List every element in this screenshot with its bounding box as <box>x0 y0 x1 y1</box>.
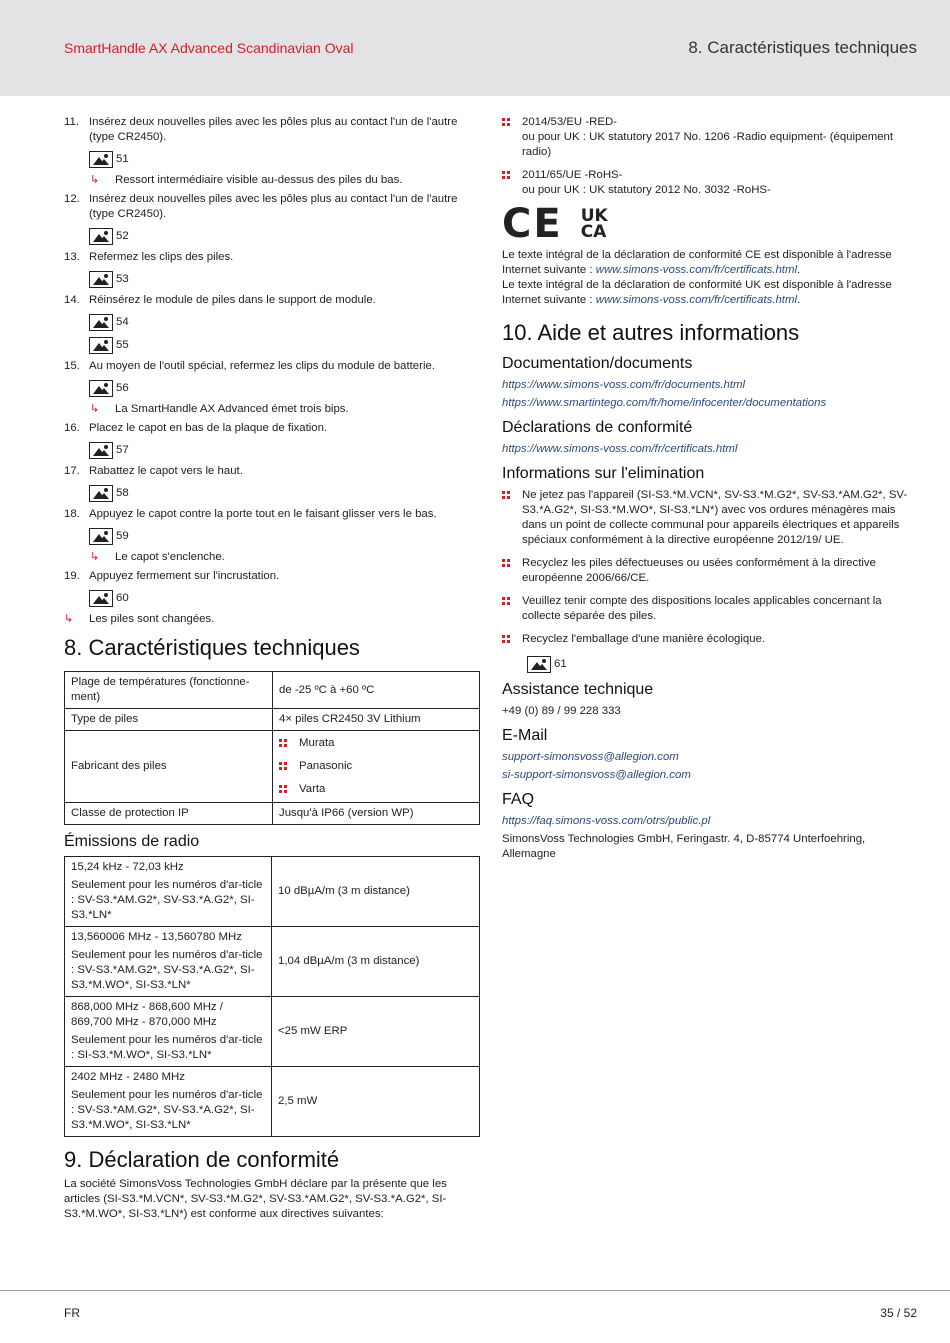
radio-title: Émissions de radio <box>64 833 200 850</box>
certification-marks <box>502 201 920 247</box>
decl-link[interactable]: https://www.simons-voss.com/fr/certificats.html <box>502 443 738 455</box>
result-arrow-icon: ↳ <box>90 551 100 563</box>
elim-title: Informations sur l'elimination <box>502 465 705 482</box>
tech-value: Jusqu'à IP66 (version WP) <box>273 803 480 825</box>
step-number: 16. <box>64 422 80 434</box>
tech-row <box>65 731 480 803</box>
uk-link[interactable]: www.simons-voss.com/fr/certificats.html <box>595 294 797 306</box>
bullet-icon <box>502 171 510 179</box>
radio-value: 2,5 mW <box>272 1067 480 1137</box>
tech-value: 4× piles CR2450 3V Lithium <box>273 709 480 731</box>
step-item <box>64 569 480 584</box>
step-number: 12. <box>64 193 80 205</box>
steps-list <box>64 115 480 607</box>
email-link-2[interactable]: si-support-simonsvoss@allegion.com <box>502 769 691 781</box>
image-icon <box>89 337 113 354</box>
step-result: ↳ Le capot s'enclenche. <box>90 551 225 563</box>
radio-note: Seulement pour les numéros d'ar-ticle : SV-S3.*AM.G2*, SV-S3.*A.G2*, SI-S3.*M.WO*, SI-S3.*LN* <box>71 949 263 991</box>
image-icon <box>89 442 113 459</box>
ce-link[interactable]: www.simons-voss.com/fr/certificats.html <box>595 264 797 276</box>
step-text: Rabattez le capot vers le haut. <box>89 465 243 477</box>
image-icon <box>89 314 113 331</box>
tech-table <box>64 671 480 825</box>
step-item <box>64 192 480 222</box>
result-arrow-icon: ↳ <box>90 403 100 415</box>
radio-freq-cell <box>65 997 272 1067</box>
radio-freq-cell <box>65 927 272 997</box>
product-title: SmartHandle AX Advanced Scandinavian Oval <box>64 40 354 56</box>
step-number: 17. <box>64 465 80 477</box>
tech-title: 8. Caractéristiques techniques <box>64 635 360 660</box>
conformity-title: 9. Déclaration de conformité <box>64 1147 340 1172</box>
image-icon <box>527 656 551 673</box>
step-item <box>64 507 480 522</box>
figure-ref: 55 <box>89 336 480 354</box>
section-title: 8. Caractéristiques techniques <box>688 38 917 57</box>
ce-mark-icon: CE <box>502 201 563 247</box>
figure-ref: 54 <box>89 313 480 331</box>
figure-ref: 59 <box>89 527 480 545</box>
directive-list <box>502 115 920 198</box>
support-title: Assistance technique <box>502 681 654 698</box>
final-result: ↳ Les piles sont changées. <box>64 613 215 625</box>
tech-row <box>65 709 480 731</box>
radio-value: 10 dBµA/m (3 m distance) <box>272 857 480 927</box>
step-text: Appuyez fermement sur l'incrustation. <box>89 570 280 582</box>
step-text: Insérez deux nouvelles piles avec les pôles plus au contact l'un de l'autre (type CR2450). <box>89 193 458 220</box>
radio-freq-cell <box>65 1067 272 1137</box>
image-icon <box>89 485 113 502</box>
step-item <box>64 359 480 374</box>
figure-ref: 56 <box>89 379 480 397</box>
step-item <box>64 115 480 145</box>
radio-row <box>65 857 480 927</box>
tech-value <box>273 731 480 803</box>
step-text: Insérez deux nouvelles piles avec les pôles plus au contact l'un de l'autre (type CR2450). <box>89 116 458 143</box>
radio-note: Seulement pour les numéros d'ar-ticle : SV-S3.*AM.G2*, SV-S3.*A.G2*, SI-S3.*LN* <box>71 879 263 921</box>
step-result: ↳ Ressort intermédiaire visible au-dessus des piles du bas. <box>90 174 403 186</box>
help-title: 10. Aide et autres informations <box>502 320 800 345</box>
radio-row <box>65 997 480 1067</box>
tech-value: de -25 ºC à +60 ºC <box>273 672 480 709</box>
email-link-1[interactable]: support-simonsvoss@allegion.com <box>502 751 679 763</box>
decl-title: Déclarations de conformité <box>502 419 693 436</box>
step-number: 14. <box>64 294 80 306</box>
radio-freq-cell <box>65 857 272 927</box>
list-item: Panasonic <box>279 759 473 774</box>
address: SimonsVoss Technologies GmbH, Feringastr. 4, D-85774 Unterfoehring, Allemagne <box>502 833 866 860</box>
support-phone: +49 (0) 89 / 99 228 333 <box>502 705 621 717</box>
image-icon <box>89 590 113 607</box>
elimination-item: Ne jetez pas l'appareil (SI-S3.*M.VCN*, SV-S3.*M.G2*, SV-S3.*AM.G2*, SV-S3.*A.G2*, SI-S3.*M.WO*, SI-S3.*LN*) avec vos ordures ménagères mais dans un point de collecte communal pour appareils électriques et appareils spéciaux conformément à la directive européenne 2012/19/ UE. <box>502 488 920 548</box>
result-arrow-icon: ↳ <box>90 174 100 186</box>
ukca-mark-icon: UK CA <box>580 206 608 242</box>
directive-item: 2011/65/UE -RoHS- ou pour UK : UK statutory 2012 No. 3032 -RoHS- <box>502 168 920 198</box>
radio-freq: 13,560006 MHz - 13,560780 MHz <box>71 931 242 943</box>
radio-freq: 2402 MHz - 2480 MHz <box>71 1071 185 1083</box>
figure-ref: 57 <box>89 441 480 459</box>
page-number: 35 / 52 <box>880 1306 917 1320</box>
elimination-item: Recyclez l'emballage d'une manière écologique. <box>502 632 920 647</box>
bullet-icon <box>502 597 510 605</box>
figure-ref: 53 <box>89 270 480 288</box>
radio-value: <25 mW ERP <box>272 997 480 1067</box>
email-title: E-Mail <box>502 727 548 744</box>
page-header <box>0 0 950 96</box>
step-item <box>64 464 480 479</box>
image-icon <box>89 380 113 397</box>
radio-note: Seulement pour les numéros d'ar-ticle : SI-S3.*M.WO*, SI-S3.*LN* <box>71 1034 263 1061</box>
uk-text: Le texte intégral de la déclaration de conformité UK est disponible à l'adresse Internet suivante : www.simons-voss.com/fr/certificats.html. <box>502 279 892 306</box>
conformity-text: La société SimonsVoss Technologies GmbH déclare par la présente que les articles (SI-S3.*M.VCN*, SV-S3.*M.G2*, SV-S3.*AM.G2*, SV-S3.*A.G2*, SI-S3.*M.WO*, SI-S3.*LN*) est conforme aux directives suivantes: <box>64 1178 447 1220</box>
image-icon <box>89 151 113 168</box>
tech-label: Fabricant des piles <box>65 731 273 803</box>
step-number: 11. <box>64 116 79 128</box>
bullet-icon <box>279 762 287 770</box>
faq-link[interactable]: https://faq.simons-voss.com/otrs/public.pl <box>502 815 711 827</box>
step-text: Appuyez le capot contre la porte tout en le faisant glisser vers le bas. <box>89 508 437 520</box>
tech-row <box>65 803 480 825</box>
tech-label: Type de piles <box>65 709 273 731</box>
tech-label: Plage de températures (fonctionne-ment) <box>65 672 273 709</box>
step-number: 15. <box>64 360 80 372</box>
bullet-icon <box>502 118 510 126</box>
elimination-list <box>502 488 920 647</box>
doc-title: Documentation/documents <box>502 355 693 372</box>
ce-text: Le texte intégral de la déclaration de conformité CE est disponible à l'adresse Internet suivante : www.simons-voss.com/fr/certificats.html. <box>502 249 892 276</box>
bullet-icon <box>502 559 510 567</box>
image-icon <box>89 228 113 245</box>
doc-link-2[interactable]: https://www.smartintego.com/fr/home/infocenter/documentations <box>502 397 827 409</box>
radio-freq: 15,24 kHz - 72,03 kHz <box>71 861 184 873</box>
radio-table <box>64 856 480 1137</box>
tech-row <box>65 672 480 709</box>
bullet-icon <box>502 635 510 643</box>
faq-title: FAQ <box>502 791 535 808</box>
figure-ref: 51 <box>89 150 480 168</box>
step-item <box>64 293 480 308</box>
step-text: Placez le capot en bas de la plaque de fixation. <box>89 422 328 434</box>
figure-ref: 52 <box>89 227 480 245</box>
doc-link-1[interactable]: https://www.simons-voss.com/fr/documents.html <box>502 379 746 391</box>
step-text: Au moyen de l'outil spécial, refermez les clips du module de batterie. <box>89 360 435 372</box>
step-item <box>64 250 480 265</box>
step-number: 18. <box>64 508 80 520</box>
step-item <box>64 421 480 436</box>
footer-lang: FR <box>64 1306 80 1320</box>
figure-ref: 61 <box>527 655 920 673</box>
radio-value: 1,04 dBµA/m (3 m distance) <box>272 927 480 997</box>
result-arrow-icon: ↳ <box>64 613 74 625</box>
step-number: 19. <box>64 570 80 582</box>
elimination-item: Recyclez les piles défectueuses ou usées conformément à la directive européenne 2006/66/CE. <box>502 556 920 586</box>
manufacturer-list <box>279 734 473 799</box>
footer-divider <box>0 1290 950 1291</box>
left-column <box>64 115 480 1222</box>
step-result: ↳ La SmartHandle AX Advanced émet trois bips. <box>90 403 349 415</box>
list-item: Murata <box>279 736 473 751</box>
image-icon <box>89 528 113 545</box>
step-text: Réinsérez le module de piles dans le support de module. <box>89 294 376 306</box>
radio-note: Seulement pour les numéros d'ar-ticle : SV-S3.*AM.G2*, SV-S3.*A.G2*, SI-S3.*M.WO*, SI-S3.*LN* <box>71 1089 263 1131</box>
directive-item: 2014/53/EU -RED- ou pour UK : UK statutory 2017 No. 1206 -Radio equipment- (équipement radio) <box>502 115 920 160</box>
image-icon <box>89 271 113 288</box>
elimination-item: Veuillez tenir compte des dispositions locales applicables concernant la collecte séparée des piles. <box>502 594 920 624</box>
list-item: Varta <box>279 782 473 797</box>
radio-row <box>65 927 480 997</box>
radio-row <box>65 1067 480 1137</box>
step-text: Refermez les clips des piles. <box>89 251 234 263</box>
bullet-icon <box>279 739 287 747</box>
bullet-icon <box>502 491 510 499</box>
radio-freq: 868,000 MHz - 868,600 MHz / 869,700 MHz - 870,000 MHz <box>71 1001 223 1028</box>
bullet-icon <box>279 785 287 793</box>
right-column <box>502 115 920 862</box>
step-number: 13. <box>64 251 80 263</box>
tech-label: Classe de protection IP <box>65 803 273 825</box>
figure-ref: 58 <box>89 484 480 502</box>
figure-ref: 60 <box>89 589 480 607</box>
